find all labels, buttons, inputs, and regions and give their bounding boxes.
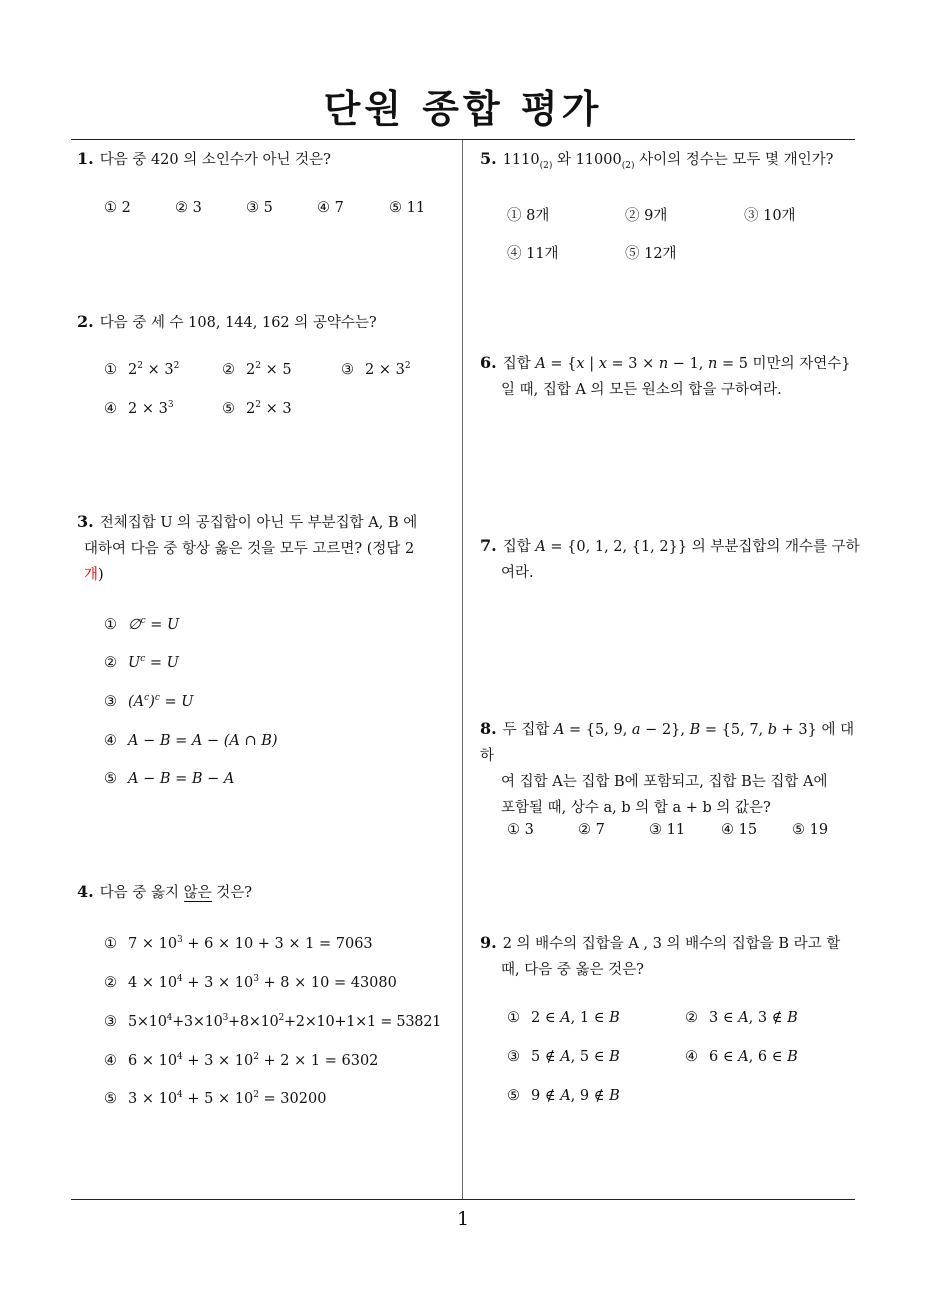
question-text: 다음 중 420 의 소인수가 아닌 것은? <box>99 152 331 168</box>
q9-option-1[interactable]: ① 2 ∈ A, 1 ∈ B <box>507 1010 620 1026</box>
question-1 <box>77 146 331 173</box>
q1-option-5[interactable]: ⑤ 11 <box>389 200 426 216</box>
q3-option-3[interactable]: ③ $(A^c)^c = U$ <box>104 693 194 710</box>
question-9 <box>480 930 860 983</box>
q4-option-1[interactable]: ① $7 \times 10^3 + 6 \times 10 + 3 \times 1 = 7063$ <box>104 935 373 952</box>
question-number: 9. <box>480 933 497 952</box>
option-marker: ④ <box>104 1053 117 1069</box>
q3-option-2[interactable]: ② $U^c = U$ <box>104 654 179 671</box>
question-text-line-3: ) <box>98 567 104 583</box>
option-marker: ③ <box>104 1014 117 1030</box>
question-number: 4. <box>77 882 94 901</box>
bottom-rule <box>71 1199 855 1200</box>
page-number: 1 <box>456 1208 470 1230</box>
option-marker: ④ <box>104 401 117 417</box>
q2-option-2[interactable]: ② $2^2 \times 5$ <box>222 361 292 378</box>
question-5: 5. $1110_{(2)}$ 와 $11000_{(2)}$ 사이의 정수는 모두 몇 개인가? <box>480 149 834 171</box>
option-marker: ③ <box>341 362 354 378</box>
q5-option-2[interactable]: ② 9개 <box>625 208 668 224</box>
q5-option-5[interactable]: ⑤ 12개 <box>625 246 677 262</box>
question-number: 6. <box>480 353 497 372</box>
q8-option-5[interactable]: ⑤ 19 <box>792 822 829 838</box>
question-text-line-2: 여 집합 A는 집합 B에 포함되고, 집합 B는 집합 A에 <box>501 774 828 790</box>
question-7: 7. 집합 A = {0, 1, 2, {1, 2}} 의 부분집합의 개수를 구하 여라. <box>480 533 860 586</box>
question-number: 3. <box>77 512 94 531</box>
q8-option-2[interactable]: ② 7 <box>578 822 605 838</box>
option-marker: ⑤ <box>104 771 117 787</box>
q3-option-4[interactable]: ④ A − B = A − (A ∩ B) <box>104 733 278 749</box>
top-rule <box>71 139 855 140</box>
q8-option-3[interactable]: ③ 11 <box>649 822 686 838</box>
q5-option-4[interactable]: ④ 11개 <box>507 246 559 262</box>
q3-option-5[interactable]: ⑤ A − B = B − A <box>104 771 235 787</box>
q2-option-3[interactable]: ③ $2 \times 3^2$ <box>341 361 411 378</box>
q3-option-1[interactable]: ① ∅$^c$ = U <box>104 616 180 633</box>
q4-option-3[interactable]: ③ $5\times 10^4+3\times 10^3+8\times 10^2+2\times 10+1\times 1 = 53821$ <box>104 1013 442 1030</box>
question-8: 8. 두 집합 A = {5, 9, a − 2}, B = {5, 7, b + 3} 에 대하 여 집합 A는 집합 B에 포함되고, 집합 B는 집합 A에 포함될 때, 상수 a, b 의 합 a + b 의 값은? <box>480 716 860 821</box>
question-3 <box>77 509 457 588</box>
question-text: 다음 중 옳지 <box>99 885 184 901</box>
q1-option-1[interactable]: ① 2 <box>104 200 131 216</box>
question-text: 사이의 정수는 모두 몇 개인가? <box>634 152 834 168</box>
q9-option-3[interactable]: ③ 5 ∉ A, 5 ∈ B <box>507 1049 620 1065</box>
option-marker: ③ <box>507 1049 520 1065</box>
option-marker: ① <box>104 936 117 952</box>
question-text-line-2: 여라. <box>501 565 534 581</box>
q4-option-5[interactable]: ⑤ $3 \times 10^4 + 5 \times 10^2 = 30200$ <box>104 1090 327 1107</box>
q1-option-3[interactable]: ③ 5 <box>246 200 273 216</box>
question-text-end: 것은? <box>211 885 252 901</box>
q4-option-4[interactable]: ④ $6 \times 10^4 + 3 \times 10^2 + 2 \times 1 = 6302$ <box>104 1052 379 1069</box>
q4-option-2[interactable]: ② $4 \times 10^4 + 3 \times 10^3 + 8 \times 10 = 43080$ <box>104 974 397 991</box>
q8-option-1[interactable]: ① 3 <box>507 822 534 838</box>
question-number: 5. <box>480 149 497 168</box>
question-text: 다음 중 세 수 108, 144, 162 의 공약수는? <box>99 315 377 331</box>
question-text-line-1: 2 의 배수의 집합을 A , 3 의 배수의 집합을 B 라고 할 <box>502 936 841 952</box>
option-marker: ⑤ <box>104 1091 117 1107</box>
question-number: 2. <box>77 312 94 331</box>
option-marker: ④ <box>104 733 117 749</box>
option-marker: ⑤ <box>507 1088 520 1104</box>
option-marker: ② <box>222 362 235 378</box>
q8-option-4[interactable]: ④ 15 <box>721 822 758 838</box>
option-marker: ② <box>104 655 117 671</box>
question-text-line-2: 일 때, 집합 A 의 모든 원소의 합을 구하여라. <box>501 382 782 398</box>
question-number: 1. <box>77 149 94 168</box>
option-marker: ② <box>685 1010 698 1026</box>
q2-option-5[interactable]: ⑤ $2^2 \times 3$ <box>222 400 292 417</box>
option-marker: ⑤ <box>222 401 235 417</box>
question-text-line-2: 때, 다음 중 옳은 것은? <box>501 962 644 978</box>
q9-option-5[interactable]: ⑤ 9 ∉ A, 9 ∉ B <box>507 1088 620 1104</box>
q9-option-4[interactable]: ④ 6 ∈ A, 6 ∈ B <box>685 1049 798 1065</box>
option-marker: ② <box>104 975 117 991</box>
question-text-line-3: 포함될 때, 상수 a, b 의 합 a + b 의 값은? <box>501 800 771 816</box>
q5-option-3[interactable]: ③ 10개 <box>744 208 796 224</box>
option-marker: ④ <box>685 1049 698 1065</box>
question-number: 8. <box>480 719 497 738</box>
q1-option-4[interactable]: ④ 7 <box>317 200 344 216</box>
question-number: 7. <box>480 536 497 555</box>
question-4 <box>77 879 252 906</box>
column-divider <box>462 140 463 1200</box>
option-marker: ③ <box>104 694 117 710</box>
question-text-line-1: 전체집합 U 의 공집합이 아닌 두 부분집합 A, B 에 <box>99 515 418 531</box>
option-marker: ① <box>104 362 117 378</box>
option-marker: ① <box>507 1010 520 1026</box>
question-6: 6. 집합 A = {x | x = 3 × n − 1, n = 5 미만의 자연수} 일 때, 집합 A 의 모든 원소의 합을 구하여라. <box>480 350 860 403</box>
q5-option-1[interactable]: ① 8개 <box>507 208 550 224</box>
q1-option-2[interactable]: ② 3 <box>175 200 202 216</box>
q9-option-2[interactable]: ② 3 ∈ A, 3 ∉ B <box>685 1010 798 1026</box>
page-title: 단원 종합 평가 <box>323 87 603 131</box>
q2-option-4[interactable]: ④ $2 \times 3^3$ <box>104 400 174 417</box>
q2-option-1[interactable]: ① $2^2 \times 3^2$ <box>104 361 180 378</box>
question-text-line-2: 대하여 다음 중 항상 옳은 것을 모두 고르면? (정답 2 <box>84 541 415 557</box>
red-text: 개 <box>84 567 99 583</box>
question-2 <box>77 309 377 336</box>
underlined-text: 않은 <box>183 885 212 901</box>
option-marker: ① <box>104 617 117 633</box>
